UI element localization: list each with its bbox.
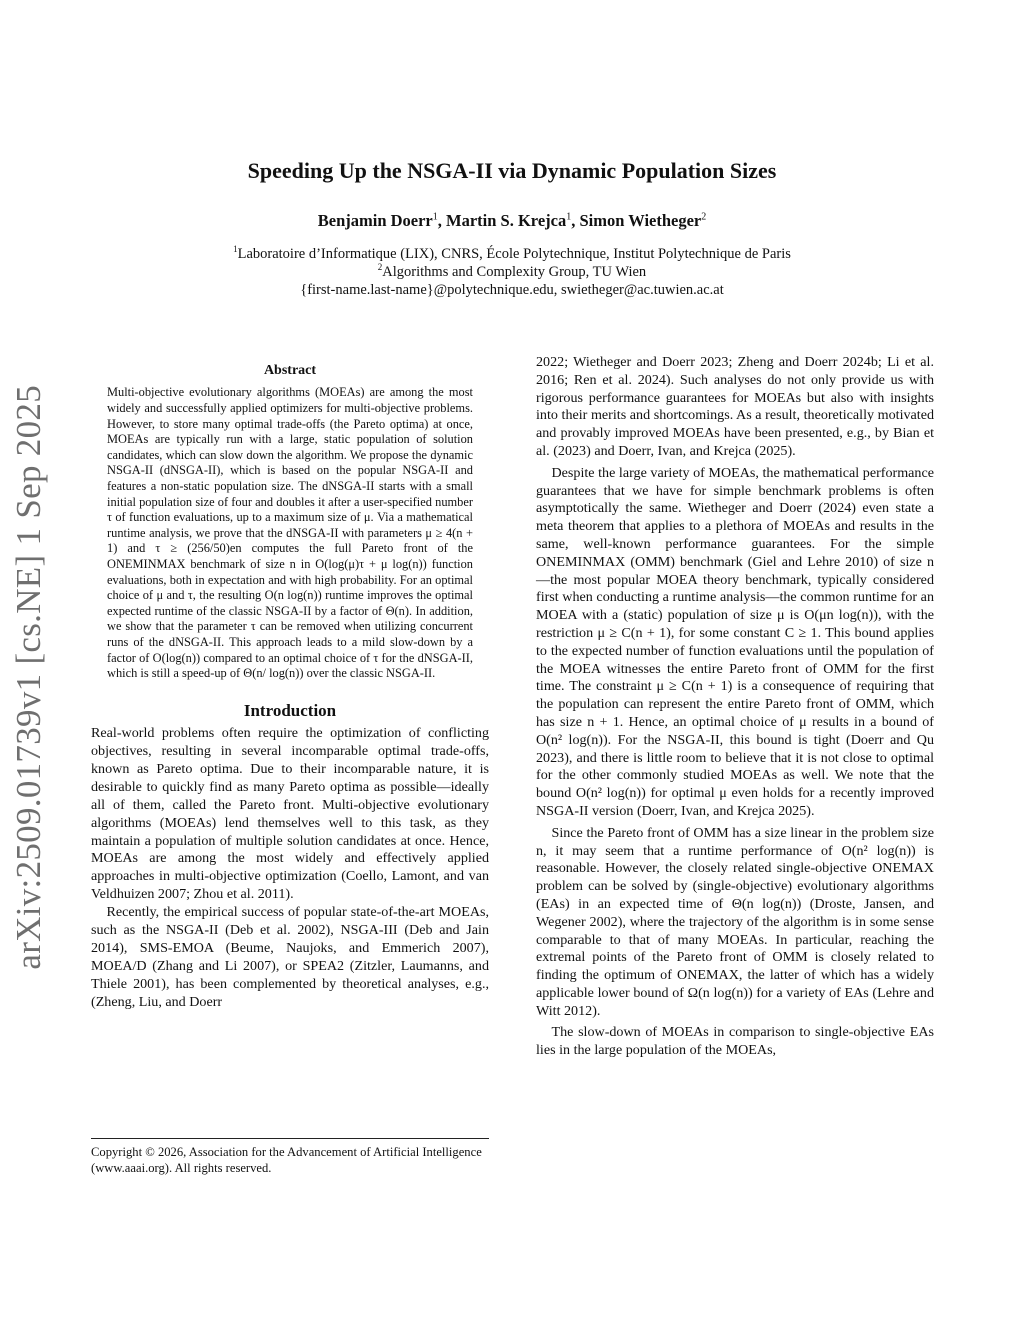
author-emails: {first-name.last-name}@polytechnique.edu, swietheger@ac.tuwien.ac.at: [300, 282, 724, 298]
paper-title: Speeding Up the NSGA-II via Dynamic Population Sizes: [247, 158, 777, 183]
author-list: [0, 211, 1024, 231]
affiliation-line: [0, 244, 1024, 263]
paragraph: Recently, the empirical success of popular state-of-the-art MOEAs, such as the NSGA-II (Deb et al. 2002), NSGA-III (Deb and Jain 2014), SMS-EMOA (Beume, Naujoks, and Emmerich 2007), MOEA/D (Zhang and Li 2007), or SPEA2 (Zitzler, Laumanns, and Thiele 2001), has been complemented by theoretical analyses, e.g., (Zheng, Liu, and Doerr: [91, 904, 489, 1010]
author-separator: ,: [437, 211, 447, 230]
section-heading-introduction: Introduction: [243, 700, 337, 720]
arxiv-identifier-stamp: [6, 382, 52, 972]
abstract-text: Multi-objective evolutionary algorithms (MOEAs) are among the most widely and successfully applied optimizers for multi-objective problems. However, to store many optimal trade-offs (the Pareto optima) at once, MOEAs are typically run with a large, static population of solution candidates, which can slow down the algorithm. We propose the dynamic NSGA-II (dNSGA-II), which is based on the popular NSGA-II and features a non-static population size. The dNSGA-II starts with a small initial population size of four and doubles it after a user-specified number τ of function evaluations, up to a maximum size of μ. Via a mathematical runtime analysis, we prove that the dNSGA-II with parameters μ ≥ 4(n + 1) and τ ≥ (256/50)en computes the full Pareto front of the ONEMINMAX benchmark of size n in O(log(μ)τ + μ log(n)) function evaluations, both in expectation and with high probability. For an optimal choice of μ and τ, the resulting O(n log(n)) runtime improves the optimal expected runtime of the classic NSGA-II by a factor of Θ(n). In addition, we show that the parameter τ can be removed when utilizing concurrent runs of the dNSGA-II. This approach leads to a mild slow-down by a factor of O(log(n)) compared to an optimal choice of τ for the dNSGA-II, which is still a speed-up of Θ(n/ log(n)) over the classic NSGA-II.: [107, 385, 473, 681]
author-name: Simon Wietheger: [579, 211, 702, 230]
affiliation-marker: 1: [233, 244, 238, 254]
paragraph: The slow-down of MOEAs in comparison to single-objective EAs lies in the large population of the MOEAs,: [536, 1024, 934, 1059]
introduction-body: [91, 725, 489, 1012]
affiliation-marker: 2: [377, 262, 383, 272]
left-column: [91, 362, 489, 1012]
affiliation-text: Algorithms and Complexity Group, TU Wien: [382, 263, 647, 280]
author-name: Benjamin Doerr: [317, 211, 433, 230]
author-affiliation-marker: 2: [701, 211, 707, 223]
author-separator: ,: [571, 211, 580, 230]
paragraph: Despite the large variety of MOEAs, the mathematical performance guarantees that we have for simple benchmark problems is often asymptotically the same. Wietheger and Doerr (2024) even state a meta theorem that applies to a plethora of MOEAs and results in the same, well-known performance guarantees. For the simple ONEMINMAX (OMM) benchmark (Giel and Lehre 2010) of size n—the most popular MOEA theory benchmark, typically considered first when conducting a runtime analysis—the common runtime for an MOEA with a (static) population of size μ is O(μn log(n)), with the restriction μ ≥ C(n + 1), for some constant C ≥ 1. This bound applies to the expected number of function evaluations until the population of the MOEA witnesses the entire Pareto front of OMM for the first time. The constraint μ ≥ C(n + 1) is a consequence of requiring that the population can represent the entire Pareto front of OMM, which has size n + 1. Hence, an optimal choice of μ results in a bound of O(n² log(n)). For the NSGA-II, this bound is tight (Doerr and Qu 2023), and there is little room to believe that it is not close to optimal for the other commonly studied MOEAs as well. We note that the bound O(n² log(n)) for optimal μ even holds for a recently improved NSGA-II version (Doerr, Ivan, and Krejca 2025).: [536, 464, 934, 819]
author-name: Martin S. Krejca: [446, 211, 567, 230]
author-affiliation-marker: 1: [432, 211, 438, 223]
paragraph: 2022; Wietheger and Doerr 2023; Zheng and Doerr 2024b; Li et al. 2016; Ren et al. 2024). Such analyses do not only provide us with rigorous performance guarantees for MOEAs but also with insights into their merits and shortcomings. As a result, theoretically motivated and provably improved MOEAs have been presented, e.g., by Bian et al. (2023) and Doerr, Ivan, and Krejca (2025).: [536, 354, 934, 459]
arxiv-identifier: arXiv:2509.01739v1 [cs.NE] 1 Sep 2025: [9, 384, 48, 970]
abstract-heading: Abstract: [263, 363, 317, 378]
paragraph: Real-world problems often require the optimization of conflicting objectives, resulting in several incomparable optimal trade-offs, known as Pareto optima. Due to their incomparable nature, it is desirable to quickly find as many Pareto optima as possible—ideally all of them, called the Pareto front. Multi-objective evolutionary algorithms (MOEAs) lend themselves well to this task, as they maintain a population of multiple solution candidates at once. Hence, MOEAs are among the most widely and effectively applied approaches in multi-objective optimization (Coello, Lamont, and van Veldhuizen 2007; Zhou et al. 2011).: [91, 725, 489, 903]
affiliation-text: Laboratoire d’Informatique (LIX), CNRS, École Polytechnique, Institut Polytechnique de Paris: [237, 245, 791, 262]
right-column: [536, 354, 934, 1064]
paragraph: Since the Pareto front of OMM has a size linear in the problem size n, it may seem that a runtime performance of O(n² log(n)) is reasonable. However, the closely related single-objective ONEMAX problem can be solved by (single-objective) evolutionary algorithms (EAs) in an expected time of Θ(n log(n)) (Droste, Jansen, and Wegener 2002), where the trajectory of the algorithm is in some sense comparable to that of many MOEAs. In particular, reaching the extremal points of the Pareto front of OMM is closely related to finding the optimum of ONEMAX, the latter of which has a widely applicable lower bound of Ω(n log(n)) for a variety of EAs (Lehre and Witt 2012).: [536, 824, 934, 1019]
author-affiliation-marker: 1: [566, 211, 572, 223]
copyright-notice: Copyright © 2026, Association for the Advancement of Artificial Intelligence (www.aaai.org). All rights reserved.: [91, 1138, 489, 1176]
affiliation-line: [0, 262, 1024, 281]
